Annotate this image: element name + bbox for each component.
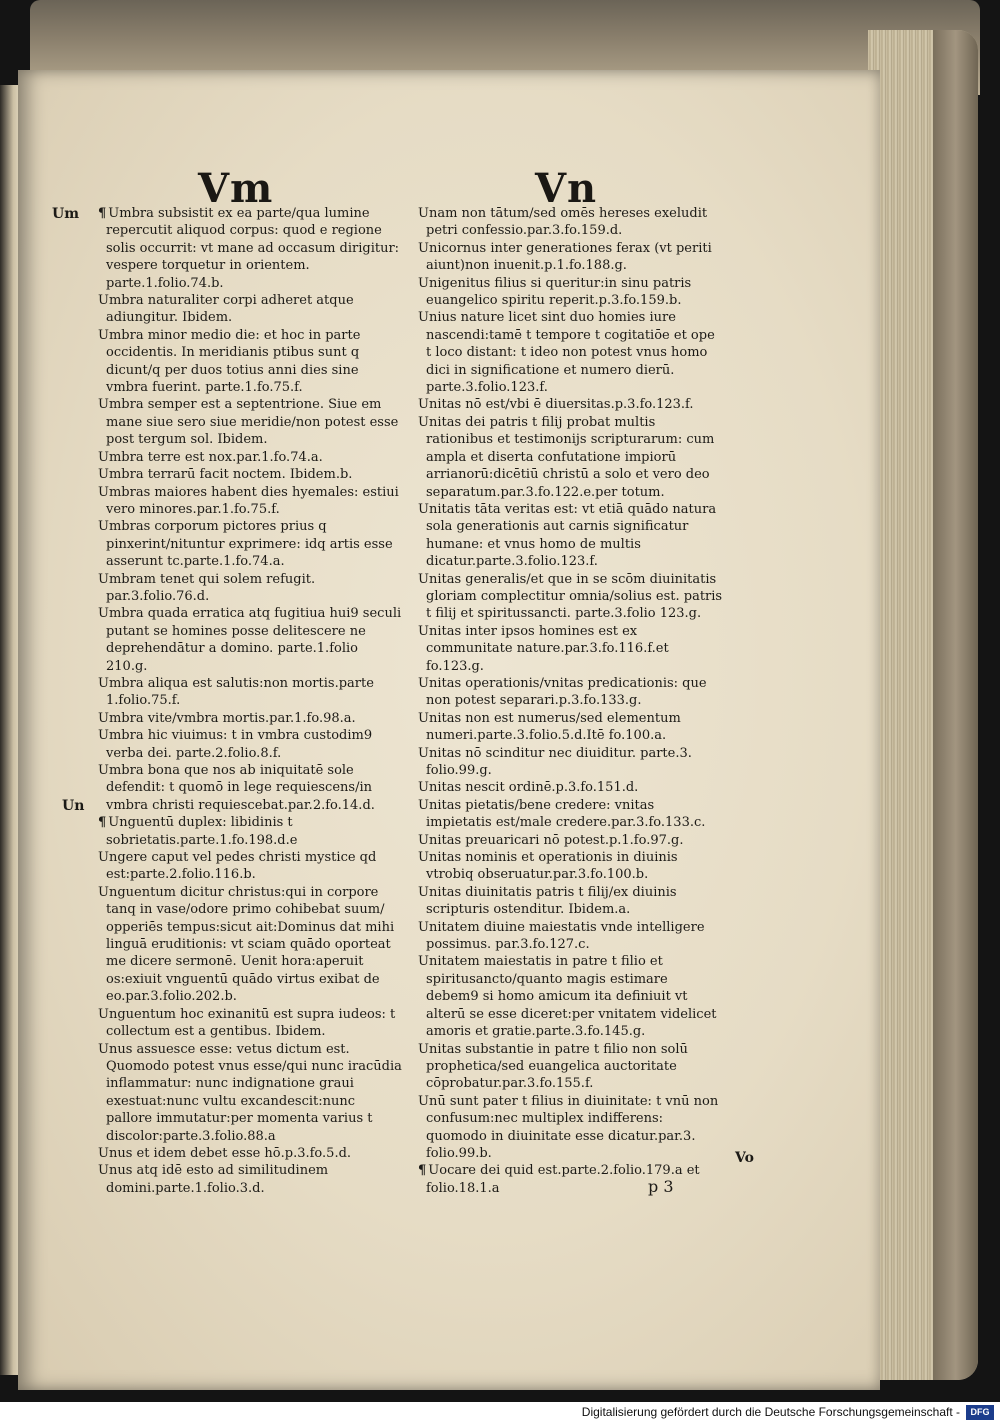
index-entry: Umbra aliqua est salutis:non mortis.parte 1.folio.75.f. [98,675,374,709]
entry-text: Umbra subsistit ex ea parte/qua lumine repercutit aliquod corpus: quod e regione solis occurrit: vt mane ad occasum dirigitur: vespere torquetur in orientem. parte.1.folio.74.b. [106,206,400,291]
index-entry: Unicornus inter generationes ferax (vt periti aiunt)non inuenit.p.1.fo.188.g. [418,240,712,274]
index-entry: Unguentum dicitur christus:qui in corpore tanq in vase/odore primo cohibebat suum/ opperiēs tempus:sicut ait:Dominus dat mihi linguā eruditionis: vt sciam quādo oporteat me dicere sermonē. Uenit hora:aperuit os:exiuit vnguentū quādo virtus exibat de eo.par.3.folio.202.b. [98,884,395,1005]
index-entry: Unitas diuinitatis patris t filij/ex diuinis scripturis ostenditur. Ibidem.a. [418,884,677,918]
index-entry: Umbra naturaliter corpi adheret atque adiungitur. Ibidem. [98,293,354,326]
index-entry: Umbra terre est nox.par.1.fo.74.a. [98,449,323,465]
index-entry [418,1162,723,1197]
pilcrow-icon: ¶ [98,206,107,221]
index-entry: Unitas non est numerus/sed elementum numeri.parte.3.folio.5.d.Itē fo.100.a. [418,710,681,744]
index-entry: Unus atq idē esto ad similitudinem domini.parte.1.folio.3.d. [98,1163,329,1196]
index-entry: Unū sunt pater t filius in diuinitate: t vnū non confusum:nec multiplex indifferens: quomodo in diuinitate esse dicatur.par.3. folio.99.b. [418,1093,719,1161]
index-entry: Unitatem diuine maiestatis vnde intelligere possimus. par.3.fo.127.c. [418,919,705,953]
running-header-right: Vn [535,165,598,212]
margin-note-um: Um [52,206,80,222]
right-column [418,205,723,1197]
index-entry: Unam non tātum/sed omēs hereses exeludit petri confessio.par.3.fo.159.d. [418,206,708,239]
margin-note-un: Un [62,798,85,814]
running-header-left: Vm [198,165,274,212]
index-entry: Unitas nō est/vbi ē diuersitas.p.3.fo.123.f. [418,397,694,413]
book-fore-edge [868,30,978,1380]
pilcrow-icon: ¶ [98,815,107,831]
index-entry: Unguentum hoc exinanitū est supra iudeos: t collectum est a gentibus. Ibidem. [98,1006,396,1040]
index-entry: Umbra minor medio die: et hoc in parte occidentis. In meridianis ptibus sunt q dicunt/q per duos totius anni dies sine vmbra fuerint. parte.1.fo.75.f. [98,327,361,396]
index-entry: Unitas nescit ordinē.p.3.fo.151.d. [418,780,639,796]
index-entry: Umbra semper est a septentrione. Siue em mane siue sero siue meridie/non potest esse post tergum sol. Ibidem. [98,397,399,448]
index-entry: Unius nature licet sint duo homies iure nascendi:tamē t tempore t cogitatiōe et ope t loco distant: t ideo non potest vnus homo dici in significatione et numero dierū. parte.3.folio.123.f. [418,310,715,396]
index-entry: Unitas generalis/et que in se scōm diuinitatis gloriam complectitur omnia/solius est. patris t filij et spiritussancti. parte.3.folio 123.g. [418,571,723,622]
index-entry: Unus et idem debet esse hō.p.3.fo.5.d. [98,1145,352,1161]
index-entry: Unigenitus filius si queritur:in sinu patris euangelico spiritu reperit.p.3.fo.159.b. [418,275,692,309]
margin-note-vo: Vo [735,1150,754,1166]
pilcrow-icon: ¶ [418,1163,427,1179]
index-entry: Umbra hic viuimus: t in vmbra custodim9 verba dei. parte.2.folio.8.f. [98,728,373,761]
index-entry: Unitas substantie in patre t filio non solū prophetica/sed euangelica auctoritate cōprobatur.par.3.fo.155.f. [418,1041,688,1092]
index-entry: Umbras corporum pictores prius q pinxerint/nituntur exprimere: idq artis esse asserunt tc.parte.1.fo.74.a. [98,519,393,570]
index-entry: Ungere caput vel pedes christi mystice qd est:parte.2.folio.116.b. [98,850,377,883]
index-entry: Unitas pietatis/bene credere: vnitas impietatis est/male credere.par.3.fo.133.c. [418,797,706,831]
index-entry: Unitatem maiestatis in patre t filio et spiritusancto/quanto magis estimare debem9 si homo amicum ita definiuit vt alterū se esse diceret:per vnitatem videlicet amoris et gratie.parte.3.fo.145.g. [418,954,717,1040]
index-entry: Unitas dei patris t filij probat multis rationibus et testimonijs scripturarum: cum ampla et diserta confutatione impiorū arrianorū:dicētiū christū a solo et vero deo separatum.par.3.fo.122.e.per totum. [418,414,715,500]
signature-mark: p 3 [648,1177,674,1196]
index-entry: Umbram tenet qui solem refugit. par.3.folio.76.d. [98,571,316,604]
index-entry [98,814,403,849]
index-entry [98,205,403,292]
index-entry: Unitas operationis/vnitas predicationis: que non potest separari.p.3.fo.133.g. [418,675,707,709]
index-entry: Unitas inter ipsos homines est ex communitate nature.par.3.fo.116.f.et fo.123.g. [418,623,669,674]
entry-text: Unguentū duplex: libidinis t sobrietatis.parte.1.fo.198.d.e [106,815,298,848]
dfg-logo-icon: DFG [966,1405,994,1420]
index-entry: Unus assuesce esse: vetus dictum est. Quomodo potest vnus esse/qui nunc iracūdia inflammatur: nunc indignatione graui exestuat:nunc vultu excandescit:nunc pallore immutatur:per momenta varius t discolor:parte.3.folio.88.a [98,1041,402,1144]
index-entry: Unitas nō scinditur nec diuiditur. parte.3. folio.99.g. [418,745,692,778]
index-entry: Umbra vite/vmbra mortis.par.1.fo.98.a. [98,710,356,726]
entry-text: Uocare dei quid est.parte.2.folio.179.a et folio.18.1.a [426,1163,700,1196]
index-entry: Unitatis tāta veritas est: vt etiā quādo natura sola generationis aut carnis significatur humane: et vnus homo de multis dicatur.parte.3.folio.123.f. [418,501,717,570]
index-entry: Umbra quada erratica atq fugitiua hui9 seculi putant se homines posse delitescere ne deprehendātur a domino. parte.1.folio 210.g. [98,606,402,674]
index-entry: Umbra terrarū facit noctem. Ibidem.b. [98,467,353,483]
index-entry: Umbra bona que nos ab iniquitatē sole defendit: t quomō in lege requiescens/in vmbra christi requiescebat.par.2.fo.14.d. [98,763,375,813]
index-entry: Unitas preuaricari nō potest.p.1.fo.97.g. [418,832,684,848]
left-column [98,205,403,1197]
footer-bar [0,1402,1000,1424]
index-entry: Unitas nominis et operationis in diuinis vtrobiq obseruatur.par.3.fo.100.b. [418,850,678,883]
footer-credit: Digitalisierung gefördert durch die Deutsche Forschungsgemeinschaft - [581,1405,960,1419]
index-entry: Umbras maiores habent dies hyemales: estiui vero minores.par.1.fo.75.f. [98,484,399,517]
